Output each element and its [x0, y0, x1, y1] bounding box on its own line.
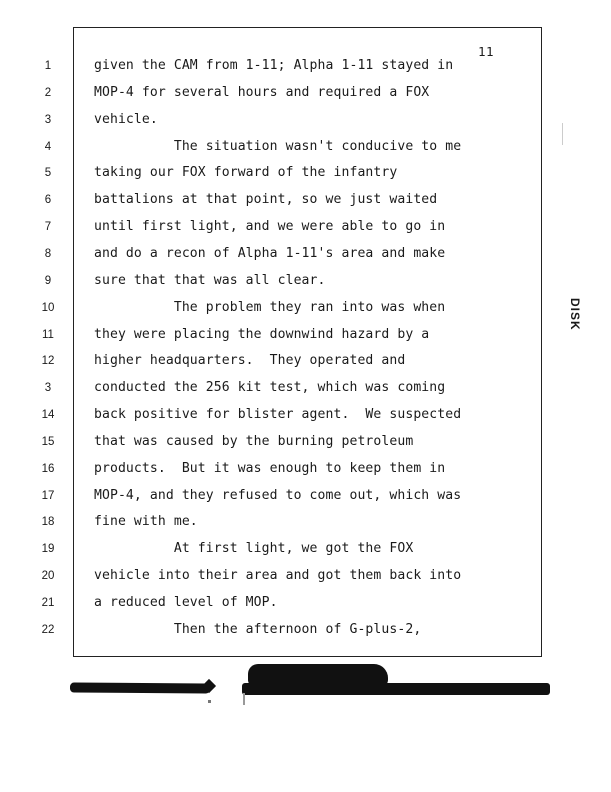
line-text: that was caused by the burning petroleum: [94, 433, 414, 449]
line-text: At first light, we got the FOX: [94, 541, 414, 557]
line-text: The situation wasn't conducive to me: [94, 138, 462, 154]
line-number: 6: [44, 194, 52, 207]
line-text: they were placing the downwind hazard by a: [94, 326, 430, 342]
scan-speck-right: [562, 123, 563, 145]
redaction-bar-right: [242, 683, 550, 695]
side-label: DISK: [568, 298, 582, 331]
line-number: 22: [41, 623, 55, 636]
line-text: vehicle into their area and got them back into: [94, 568, 462, 584]
line-text: conducted the 256 kit test, which was coming: [94, 380, 446, 396]
scan-mark: [243, 693, 245, 705]
line-number: 8: [44, 247, 52, 260]
line-text: vehicle.: [94, 111, 158, 127]
line-number: 20: [41, 570, 55, 583]
line-number: 17: [41, 489, 55, 502]
line-number: 15: [41, 435, 55, 448]
line-number: 14: [41, 409, 55, 422]
line-text: given the CAM from 1-11; Alpha 1-11 stayed in: [94, 58, 454, 73]
line-number: 4: [44, 140, 52, 153]
line-text: battalions at that point, so we just waited: [94, 192, 438, 208]
line-number: 3: [44, 382, 52, 395]
line-text: The problem they ran into was when: [94, 299, 446, 315]
line-number: 21: [41, 597, 55, 609]
line-text: MOP-4, and they refused to come out, which was: [94, 487, 462, 503]
page-number: 11: [478, 44, 495, 59]
line-number: 2: [44, 86, 52, 99]
line-number: 18: [41, 516, 55, 529]
line-text: Then the afternoon of G-plus-2,: [94, 621, 422, 637]
line-text: products. But it was enough to keep them in: [94, 460, 446, 476]
line-number: 3: [44, 113, 52, 126]
line-text: a reduced level of MOP.: [94, 595, 278, 610]
line-number: 16: [41, 462, 55, 475]
line-text: taking our FOX forward of the infantry: [94, 165, 398, 181]
scan-speck: [208, 700, 211, 703]
line-number: 11: [42, 328, 54, 341]
line-text: and do a recon of Alpha 1-11's area and make: [94, 245, 446, 261]
line-text: back positive for blister agent. We suspected: [94, 407, 462, 423]
line-number: 1: [44, 60, 52, 72]
line-text: fine with me.: [94, 514, 198, 530]
line-text: sure that that was all clear.: [94, 272, 326, 288]
line-number: 5: [44, 167, 52, 180]
line-text: MOP-4 for several hours and required a FOX: [94, 84, 430, 100]
line-number: 10: [41, 301, 55, 314]
line-number: 12: [41, 355, 55, 368]
line-number: 9: [44, 274, 52, 287]
line-number: 7: [44, 221, 52, 234]
redaction-bar-left: [70, 683, 210, 694]
line-text: higher headquarters. They operated and: [94, 353, 406, 369]
line-number: 19: [41, 543, 55, 556]
line-text: until first light, and we were able to go in: [94, 219, 446, 235]
